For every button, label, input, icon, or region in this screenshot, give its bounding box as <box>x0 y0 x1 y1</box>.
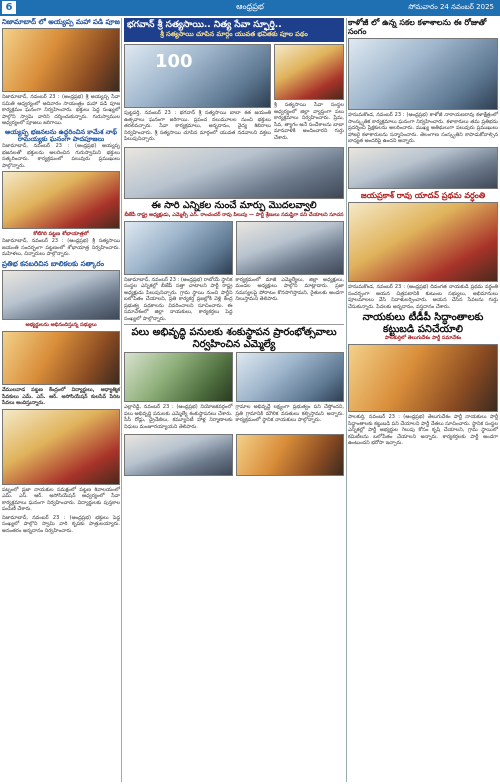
photo-villagers <box>236 434 345 476</box>
article-text: శ్రీ సత్యసాయి సేవా సంస్థల ఆధ్వర్యంలో జిల్లా వ్యాప్తంగా పలు కార్యక్రమాలు నిర్వహించారు. ప్రేమ, సేవ, త్యాగం అనే సందేశాలను బాబా మానవాళికి అందించారని గుర్తు చేశారు. <box>274 102 344 141</box>
column-left <box>2 18 120 782</box>
article-text: వేములవాడ పట్టణ కేంద్రంలో విద్యార్థులు, ఆధ్యాత్మిక సేవకులు ఎమ్. ఎస్. ఆర్. అసోసియేషన్ కులసేవ్ పేరిట సేవలు అందిస్తున్నారు. <box>2 387 120 407</box>
photo-sai-devotees <box>124 147 344 199</box>
photo-caption: కోటిగిరి పట్టణ శోభాయాత్రలో <box>33 231 89 238</box>
headline-sathya-sai-banner <box>124 18 344 42</box>
article-text: హనుమకొండ, నవంబర్ 23 : (ఆంధ్రప్రభ) కాళోజీ నారాయణరావు కళాక్షేత్రంలో సాంస్కృతిక కార్యక్రమాలు ఘనంగా నిర్వహించారు. కళాకారులు తమ ప్రతిభను ప్రదర్శించి ప్రేక్షకులను అలరించారు. ముఖ్య అతిథులుగా పలువురు ప్రముఖులు హాజరై కళాకారులను సన్మానించారు. తెలంగాణ సంస్కృతిని కాపాడుకోవాల్సిన బాధ్యత అందరిపై ఉందని అన్నారు. <box>348 112 498 145</box>
column-rule <box>121 18 122 782</box>
photo-bjp-meeting <box>124 221 233 275</box>
headline-death-anniversary: జయప్రకాశ్ రావు యాదవ్ ప్రథమ వర్ధంతి <box>360 190 486 200</box>
photo-felicitation <box>2 270 120 320</box>
photo-caption: అభ్యర్థులను అభినందిస్తున్న సభ్యులు <box>25 322 97 329</box>
photo-kaloji-stage <box>348 38 498 110</box>
column-right <box>348 18 498 782</box>
headline-development-works: పలు అభివృద్ధి పనులకు శంకుస్థాపన ప్రారంభోత్సవాలు నిర్వహించిన ఎమ్మెల్యే <box>124 324 344 350</box>
article-text: ఎల్లారెడ్డి, నవంబర్ 23 : (ఆంధ్రప్రభ) నియోజకవర్గంలో పలు అభివృద్ధి పనులకు ఎమ్మెల్యే శంకుస్థాపనలు చేశారు. సీసీ రోడ్లు, డ్రైనేజీలు, కమ్యూనిటీ హాళ్ల నిర్మాణాలకు నిధులు మంజూరయ్యాయని తెలిపారు. <box>124 404 233 430</box>
article-text: నిజామాబాద్, నవంబర్ 23 : (ఆంధ్రప్రభ) శ్రీ అయ్యప్ప సేవా సమితి ఆధ్వర్యంలో ఆదివారం సాయంత్రం మహా పడి పూజ కార్యక్రమం ఘనంగా నిర్వహించారు. భక్తులు పెద్ద సంఖ్యలో పాల్గొని స్వామి వారిని దర్శించుకున్నారు. గురుస్వాముల ఆధ్వర్యంలో పూజలు జరిగాయి. <box>2 94 120 127</box>
column-rule <box>346 18 347 782</box>
page-number: 6 <box>2 1 16 14</box>
photo-group <box>2 331 120 385</box>
masthead-date: సోమవారం 24 నవంబర్ 2025 <box>408 3 494 11</box>
headline-tdp-principles: నాయకులు టీడీపీ సిద్ధాంతాలకు కట్టుబడి పనిచేయాలి <box>362 312 484 335</box>
banner-title: భగవాన్ శ్రీ సత్యసాయి.. నిత్య సేవా స్ఫూర్తి.. <box>127 20 282 30</box>
headline-kaloji: కాళోజీ లో ఉన్న సకల కళాశాలను ఈ రోజుతో సంగం <box>348 18 487 37</box>
centenary-badge: 100 <box>155 51 193 73</box>
photo-foundation-stone <box>124 352 233 402</box>
photo-sathya-sai-portrait <box>274 44 344 100</box>
article-text: నిజామాబాద్, నవంబర్ 23 : (ఆంధ్రప్రభ) భక్తులు పెద్ద సంఖ్యలో పాల్గొని స్వామి వారి కృపకు పాత్రులయ్యారు. అనంతరం అన్నదానం నిర్వహించారు. <box>2 514 120 534</box>
article-text: పట్నంలో ప్రజా నాయకుల సమక్షంలో పట్టణ శివాలయంలో ఎమ్. ఎస్. ఆర్. అసోసియేషన్ ఆధ్వర్యంలో సేవా కార్యక్రమాలు ఘనంగా నిర్వహించారు. విద్యార్థులకు పుస్తకాల పంపిణీ చేశారు. <box>2 486 120 513</box>
headline-election-change: ఈ సారి ఎన్నికల నుంచే మార్పు మొదలవ్వాలి <box>151 199 317 211</box>
masthead-title: ఆంధ్రప్రభ <box>236 2 264 11</box>
headline-subtitle: పాలకుర్తిలో తెలుగుదేశం పార్టీ సమావేశం <box>384 335 462 342</box>
photo-padi-pooja <box>2 28 120 92</box>
headline-padi-pooja: నిజామాబాద్ లో అయ్యప్ప మహా పడి పూజ <box>2 18 120 26</box>
article-text: కార్యక్రమంలో మాజీ ఎమ్మెల్యేలు, జిల్లా అధ్యక్షులు, మండల అధ్యక్షులు పాల్గొని మాట్లాడారు. ప్రజా సమస్యలపై పోరాటం కొనసాగిస్తామని, రైతులకు అండగా నిలుస్తామని తెలిపారు. <box>235 276 344 303</box>
photo-procession <box>2 171 120 229</box>
article-text: నిజామాబాద్, నవంబర్ 23 : (ఆంధ్రప్రభ) రాబోయే స్థానిక సంస్థల ఎన్నికల్లో బీజేపీ సత్తా చాటాలని పార్టీ రాష్ట్ర అధ్యక్షుడు పిలుపునిచ్చారు. గ్రామ స్థాయి నుంచి పార్టీని బలోపేతం చేయాలని, ప్రతి కార్యకర్త ప్రజల్లోకి వెళ్లి కేంద్ర ప్రభుత్వ పథకాలను వివరించాలని సూచించారు. ఈ సమావేశంలో జిల్లా నాయకులు, కార్యకర్తలు పెద్ద సంఖ్యలో పాల్గొన్నారు. <box>124 276 233 322</box>
article-text: నిజామాబాద్, నవంబర్ 23 : (ఆంధ్రప్రభ) శ్రీ సత్యసాయి జయంతి సందర్భంగా పట్టణంలో శోభాయాత్ర నిర్వహించారు. మహిళలు, చిన్నారులు పాల్గొన్నారు. <box>2 238 120 258</box>
photo-tdp-meeting <box>348 344 498 412</box>
masthead <box>0 0 500 16</box>
article-text: నిజామాబాద్, నవంబర్ 23 : (ఆంధ్రప్రభ) అయ్యప్ప భజనలతో భక్తులను అలరించిన గురుస్వామిని భక్తులు సత్కరించారు. కార్యక్రమంలో పలువురు ప్రముఖులు పాల్గొన్నారు. <box>2 143 120 169</box>
article-text: గ్రామాల అభివృద్ధే లక్ష్యంగా ప్రభుత్వం పని చేస్తోందని, ప్రతి గ్రామానికి మౌలిక వసతులు కల్పిస్తామని అన్నారు. కార్యక్రమంలో స్థానిక నాయకులు పాల్గొన్నారు. <box>235 404 344 424</box>
headline-felicitation: ప్రతిభ కనబరిచిన బాలికలకు సత్కారం <box>2 259 105 268</box>
article-text: హనుమకొండ, నవంబర్ 23 : (ఆంధ్రప్రభ) దివంగత నాయకుడి ప్రథమ వర్ధంతి సందర్భంగా ఆయన చిత్రపటానికి కుటుంబ సభ్యులు, అభిమానులు పూలమాలలు వేసి నివాళులర్పించారు. ఆయన చేసిన సేవలను గుర్తు చేసుకున్నారు. పేదలకు అన్నదానం, వస్త్రదానం చేశారు. <box>348 284 498 310</box>
photo-mla-event <box>124 434 233 476</box>
photo-sathya-sai-event <box>124 44 271 108</box>
banner-subtitle: శ్రీ సత్యసాయి చూపిన మార్గం యువత భవితకు పూల పథం <box>160 30 308 39</box>
article-text: పాలకుర్తి, నవంబర్ 23 : (ఆంధ్రప్రభ) తెలుగుదేశం పార్టీ నాయకులు పార్టీ సిద్ధాంతాలకు కట్టుబడి పని చేయాలని పార్టీ నేతలు సూచించారు. స్థానిక సంస్థల ఎన్నికల్లో పార్టీ అభ్యర్థుల గెలుపు కోసం కృషి చేయాలని, గ్రామ స్థాయిలో కమిటీలను బలోపేతం చేయాలని అన్నారు. కార్యకర్తలకు పార్టీ అండగా ఉంటుందని భరోసా ఇచ్చారు. <box>348 414 498 447</box>
headline-bhajans: అయ్యప్ప భజనలను ఉద్ధరించిన కామేశ నాథ్ రామయ్యకు ఘనంగా పాదపూజలు <box>5 127 117 144</box>
headline-subtitle: బీజేపీ రాష్ట్ర అధ్యక్షుడు, ఎమ్మెల్సీ ఎన్. రాంచందర్ రావు పిలుపు — పార్టీ శ్రేణులు సమష్టిగా పని చేయాలని సూచన <box>124 211 344 218</box>
photo-inauguration <box>236 352 345 402</box>
column-center <box>124 18 344 782</box>
article-text: పుట్టపర్తి, నవంబర్ 23 : భగవాన్ శ్రీ సత్యసాయి బాబా శత జయంతి ఉత్సవాలు ఘనంగా జరిగాయి. ప్రపంచ నలుమూలల నుంచి భక్తులు తరలివచ్చారు. సేవా కార్యక్రమాలు, అన్నదానం, వైద్య శిబిరాలు నిర్వహించారు. శ్రీ సత్యసాయి చూపిన మార్గంలో యువత నడవాలని వక్తలు పిలుపునిచ్చారు. <box>124 110 271 143</box>
photo-kaloji-audience <box>348 147 498 189</box>
photo-memorial-portrait <box>348 202 498 282</box>
photo-bjp-leaders <box>236 221 345 275</box>
photo-temple-event <box>2 409 120 485</box>
